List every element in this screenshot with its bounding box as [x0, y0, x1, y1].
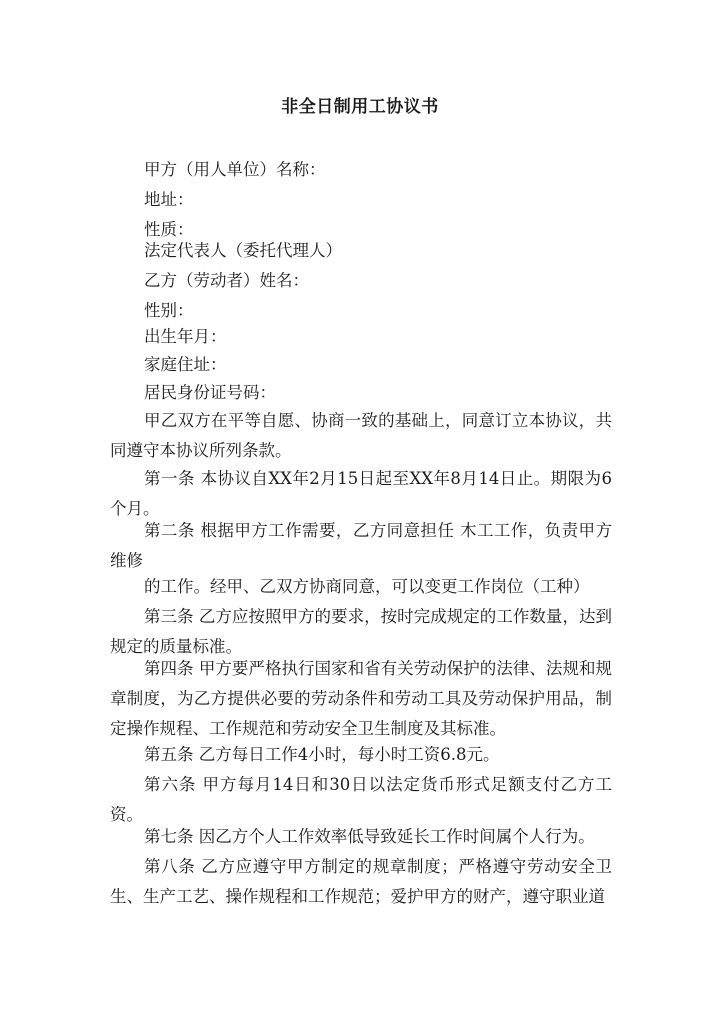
field-legal-representative: 法定代表人（委托代理人） — [144, 241, 342, 260]
field-birth-date: 出生年月： — [144, 327, 227, 346]
field-gender: 性别： — [144, 301, 194, 320]
article-6: 第六条 甲方每月14日和30日以法定货币形式足额支付乙方工资。 — [110, 775, 612, 824]
field-employee-name: 乙方（劳动者）姓名： — [144, 271, 309, 290]
document-title: 非全日制用工协议书 — [281, 97, 439, 117]
article-2-continued: 的工作。经甲、乙双方协商同意，可以变更工作岗位（工种） — [144, 577, 590, 596]
field-address: 地址： — [144, 190, 194, 209]
article-1: 第一条 本协议自XX年2月15日起至XX年8月14日止。期限为6个月。 — [110, 469, 612, 518]
field-id-number: 居民身份证号码： — [144, 383, 276, 402]
article-8: 第八条 乙方应遵守甲方制定的规章制度；严格遵守劳动安全卫生、生产工艺、操作规程和工作规范；爱护甲方的财产，遵守职业道 — [110, 857, 612, 906]
article-3: 第三条 乙方应按照甲方的要求，按时完成规定的工作数量，达到规定的质量标准。 — [110, 607, 612, 656]
article-7: 第七条 因乙方个人工作效率低导致延长工作时间属个人行为。 — [144, 827, 595, 846]
field-home-address: 家庭住址： — [144, 355, 227, 374]
intro-paragraph: 甲乙双方在平等自愿、协商一致的基础上，同意订立本协议，共同遵守本协议所列条款。 — [110, 411, 612, 460]
field-employer-name: 甲方（用人单位）名称： — [144, 160, 326, 179]
field-nature: 性质： — [144, 220, 194, 239]
article-2: 第二条 根据甲方工作需要，乙方同意担任 木工工作，负责甲方维修 — [110, 521, 612, 570]
article-5: 第五条 乙方每日工作4小时，每小时工资6.8元。 — [144, 745, 500, 764]
article-4: 第四条 甲方要严格执行国家和省有关劳动保护的法律、法规和规章制度，为乙方提供必要的劳动条件和劳动工具及劳动保护用品，制定操作规程、工作规范和劳动安全卫生制度及其标准。 — [110, 659, 612, 738]
